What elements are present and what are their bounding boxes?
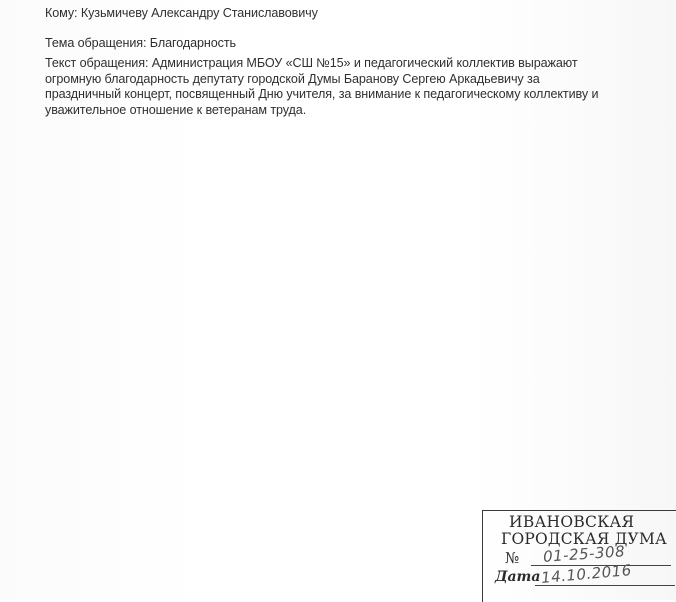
subject-line: Тема обращения: Благодарность: [45, 36, 236, 50]
stamp-org-line-2: ГОРОДСКАЯ ДУМА: [501, 530, 667, 548]
stamp-org-line-1: ИВАНОВСКАЯ: [509, 513, 635, 531]
appeal-text: [45, 56, 645, 118]
stamp-date-label: Дата: [495, 569, 541, 585]
appeal-text-line: огромную благодарность депутату городской Думы Баранову Сергею Аркадьевичу за: [45, 71, 540, 86]
recipient-line: Кому: Кузьмичеву Александру Станиславовичу: [45, 6, 318, 20]
appeal-text-line: Текст обращения: Администрация МБОУ «СШ №15» и педагогический коллектив выражают: [45, 56, 578, 70]
appeal-text-line: уважительное отношение к ветеранам труда.: [45, 102, 307, 117]
stamp-number-label: №: [505, 549, 520, 567]
stamp-date-value: 14.10.2016: [540, 561, 633, 587]
registration-stamp: [482, 510, 676, 602]
stamp-number-value: 01-25-308: [542, 542, 626, 566]
appeal-text-line: праздничный концерт, посвященный Дню учителя, за внимание к педагогическому коллективу и: [45, 87, 599, 101]
